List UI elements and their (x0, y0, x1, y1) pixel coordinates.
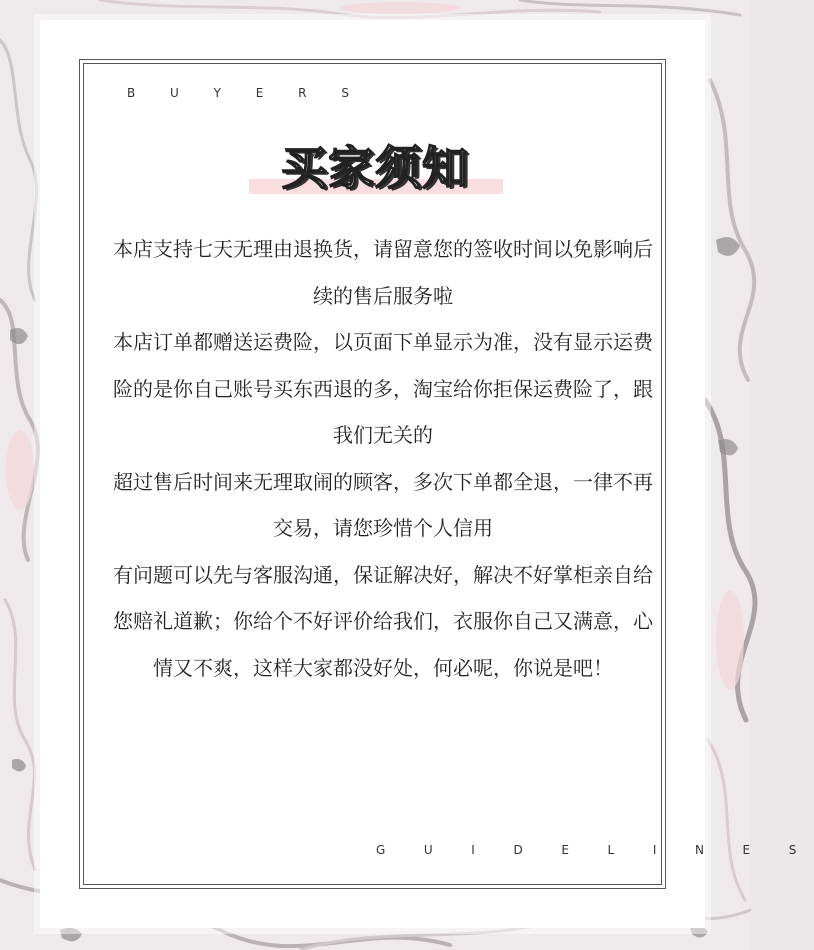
notice-body (110, 226, 656, 691)
notice-paragraph: 有问题可以先与客服沟通，保证解决好，解决不好掌柜亲自给您赔礼道歉；你给个不好评价给我们，衣服你自己又满意，心情又不爽，这样大家都没好处，何必呢，你说是吧！ (113, 562, 653, 680)
guidelines-label: G U I D E L I N E S (376, 843, 814, 857)
notice-paragraph: 超过售后时间来无理取闹的顾客，多次下单都全退，一律不再交易，请您珍惜个人信用 (113, 469, 653, 540)
buyers-label: B U Y E R S (127, 86, 365, 100)
page-title: 买家须知 (281, 141, 469, 195)
notice-paragraph: 本店支持七天无理由退换货，请留意您的签收时间以免影响后续的售后服务啦 (113, 237, 653, 308)
title-block (0, 135, 750, 205)
notice-paragraph: 本店订单都赠送运费险，以页面下单显示为准，没有显示运费险的是你自己账号买东西退的多，淘宝给你拒保运费险了，跟我们无关的 (113, 330, 653, 447)
